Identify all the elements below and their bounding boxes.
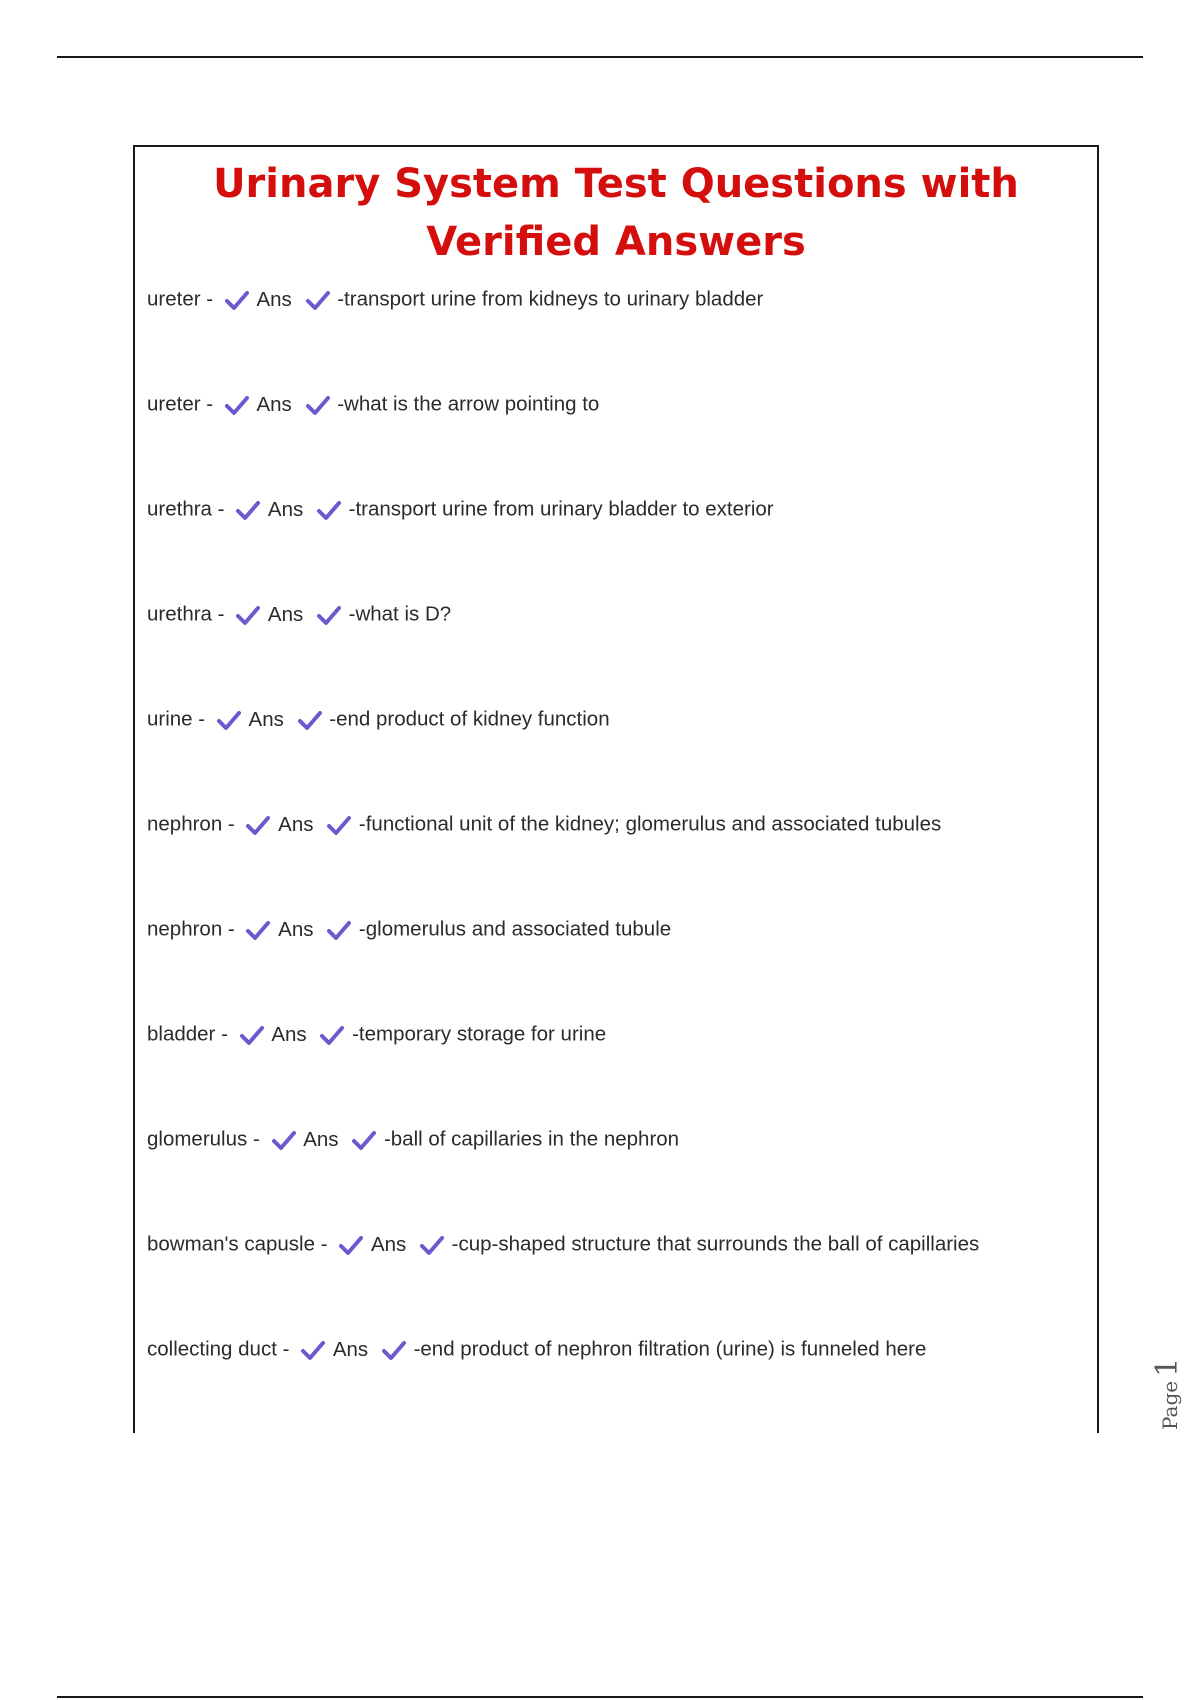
answer-marker: Ans <box>303 1127 339 1151</box>
top-rule <box>57 56 1143 58</box>
checkmark-icon <box>236 604 260 626</box>
qa-term: bladder - <box>147 1022 228 1046</box>
qa-answer: -ball of capillaries in the nephron <box>383 1127 680 1151</box>
checkmark-icon <box>225 289 249 311</box>
qa-answer: -transport urine from urinary bladder to exterior <box>348 497 774 521</box>
checkmark-icon <box>327 919 351 941</box>
qa-answer: -transport urine from kidneys to urinary bladder <box>337 287 764 311</box>
answer-marker: Ans <box>271 1022 307 1046</box>
qa-item <box>147 1124 1093 1229</box>
page-title: Urinary System Test Questions with Verified Answers <box>213 161 1019 265</box>
qa-item <box>147 599 1093 704</box>
page-number-value: 1 <box>1150 1357 1185 1377</box>
content-frame <box>133 145 1099 1433</box>
qa-item <box>147 914 1093 1019</box>
qa-answer: -what is D? <box>348 602 452 626</box>
qa-term: glomerulus - <box>147 1127 260 1151</box>
qa-term: nephron - <box>147 812 235 836</box>
answer-marker: Ans <box>332 1337 369 1361</box>
checkmark-icon <box>320 1024 344 1046</box>
checkmark-icon <box>236 499 260 521</box>
qa-term: urethra - <box>147 497 225 521</box>
checkmark-icon <box>317 604 341 626</box>
answer-marker: Ans <box>256 392 292 416</box>
qa-term: nephron - <box>147 917 235 941</box>
qa-answer: -temporary storage for urine <box>352 1022 607 1046</box>
answer-marker: Ans <box>278 812 314 836</box>
answer-marker: Ans <box>278 917 314 941</box>
checkmark-icon <box>317 499 341 521</box>
answer-marker: Ans <box>248 707 284 731</box>
checkmark-icon <box>225 394 249 416</box>
answer-marker: Ans <box>256 287 292 311</box>
page-number <box>1150 1358 1185 1430</box>
checkmark-icon <box>420 1234 444 1256</box>
checkmark-icon <box>382 1339 406 1361</box>
qa-answer: -glomerulus and associated tubule <box>358 917 672 941</box>
checkmark-icon <box>301 1339 325 1361</box>
qa-item <box>147 1019 1093 1124</box>
qa-term: ureter - <box>147 287 214 311</box>
checkmark-icon <box>327 814 351 836</box>
page-label: Page <box>1158 1380 1182 1430</box>
checkmark-icon <box>240 1024 264 1046</box>
checkmark-icon <box>352 1129 376 1151</box>
qa-item <box>147 284 1093 389</box>
qa-item <box>147 1229 1093 1334</box>
qa-term: urethra - <box>147 602 225 626</box>
qa-term: collecting duct - <box>147 1337 290 1361</box>
bottom-rule <box>57 1696 1143 1698</box>
qa-item <box>147 809 1093 914</box>
qa-list <box>147 284 1093 1439</box>
checkmark-icon <box>272 1129 296 1151</box>
checkmark-icon <box>298 709 322 731</box>
qa-term: urine - <box>147 707 206 731</box>
checkmark-icon <box>246 919 270 941</box>
checkmark-icon <box>246 814 270 836</box>
qa-item <box>147 494 1093 599</box>
checkmark-icon <box>306 394 330 416</box>
qa-term: ureter - <box>147 392 214 416</box>
qa-answer: -end product of kidney function <box>329 707 610 731</box>
qa-answer: -functional unit of the kidney; glomerulus and associated tubules <box>358 812 942 836</box>
answer-marker: Ans <box>370 1232 407 1256</box>
answer-marker: Ans <box>267 602 304 626</box>
qa-answer: -cup-shaped structure that surrounds the ball of capillaries <box>451 1232 980 1256</box>
qa-answer: -what is the arrow pointing to <box>337 392 600 416</box>
checkmark-icon <box>306 289 330 311</box>
checkmark-icon <box>217 709 241 731</box>
qa-term: bowman's capusle - <box>147 1232 328 1256</box>
checkmark-icon <box>339 1234 363 1256</box>
qa-answer: -end product of nephron filtration (urine) is funneled here <box>413 1337 927 1361</box>
answer-marker: Ans <box>267 497 304 521</box>
qa-item <box>147 704 1093 809</box>
qa-item <box>147 389 1093 494</box>
qa-item <box>147 1334 1093 1439</box>
